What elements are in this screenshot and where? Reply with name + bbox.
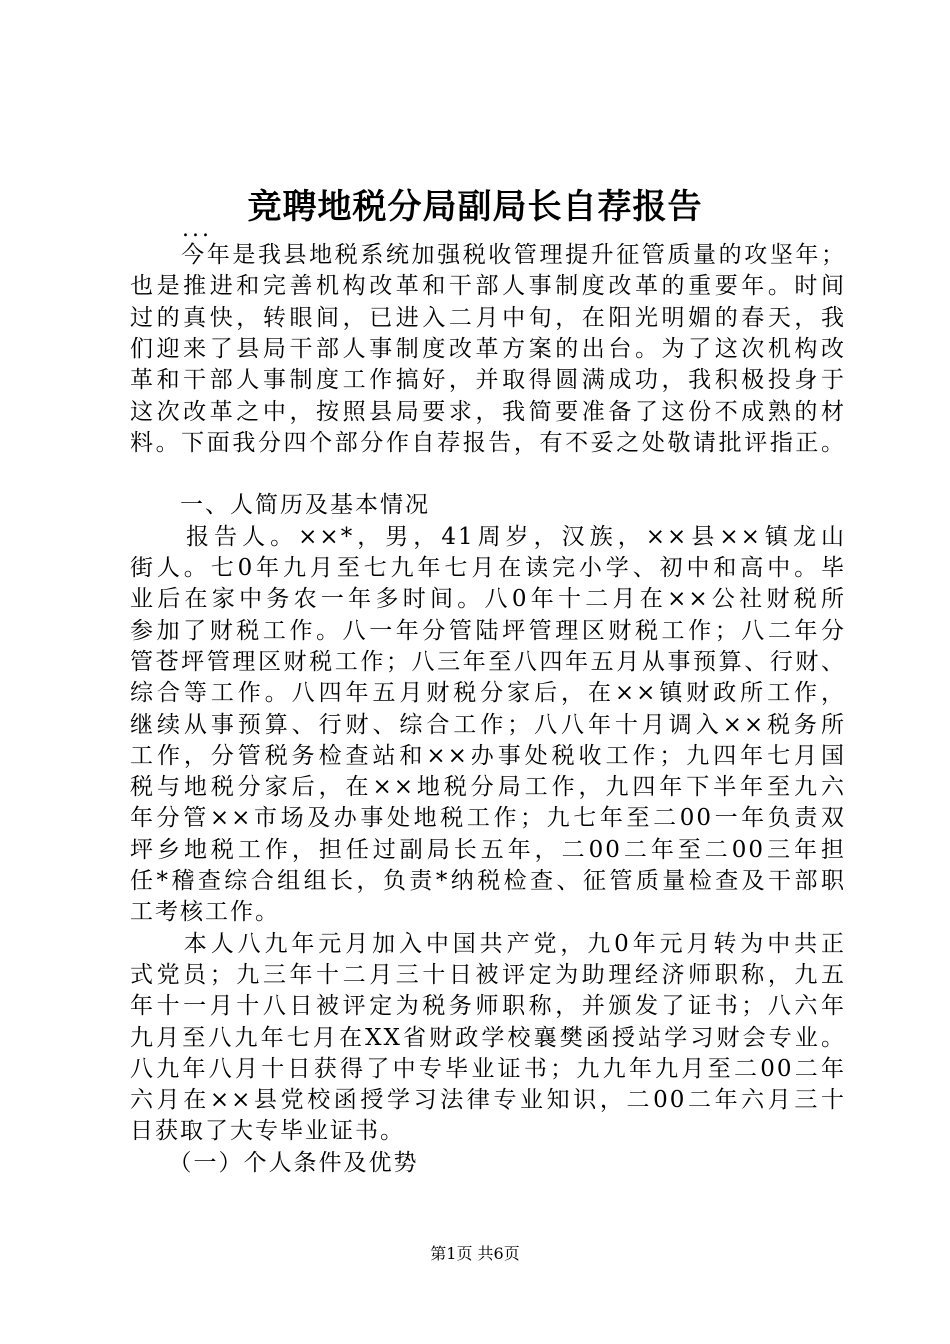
text-line: 八九年八月十日获得了中专毕业证书；九九年九月至二00二年 xyxy=(130,1055,846,1082)
text-line: 任*稽查综合组组长，负责*纳税检查、征管质量检查及干部职 xyxy=(130,868,846,894)
text-line: 继续从事预算、行财、综合工作；八八年十月调入××税务所 xyxy=(130,711,846,738)
text-line: 年十一月十八日被评定为税务师职称，并颁发了证书；八六年 xyxy=(130,993,846,1020)
text-line: 们迎来了县局干部人事制度改革方案的出台。为了这次机构改 xyxy=(130,335,846,362)
text-line: 式党员；九三年十二月三十日被评定为助理经济师职称，九五 xyxy=(130,961,846,988)
text-line: 街人。七0年九月至七九年七月在读完小学、初中和高中。毕 xyxy=(130,555,846,581)
text-line: 管苍坪管理区财税工作；八三年至八四年五月从事预算、行财、 xyxy=(130,648,846,675)
text-line: 也是推进和完善机构改革和干部人事制度改革的重要年。时间 xyxy=(130,273,846,300)
text-line: 业后在家中务农一年多时间。八0年十二月在××公社财税所 xyxy=(130,586,846,613)
text-line: 这次改革之中，按照县局要求，我简要准备了这份不成熟的材 xyxy=(130,398,846,425)
text-line: 坪乡地税工作，担任过副局长五年，二00二年至二00三年担 xyxy=(130,836,846,863)
text-line: 参加了财税工作。八一年分管陆坪管理区财税工作；八二年分 xyxy=(130,617,846,644)
document-title: 竞聘地税分局副局长自荐报告 xyxy=(247,187,703,227)
ellipsis-marker: ... xyxy=(182,217,212,242)
text-line: 年分管××市场及办事处地税工作；九七年至二00一年负责双 xyxy=(130,805,846,832)
text-line: 日获取了大专毕业证书。 xyxy=(130,1118,405,1145)
text-line: （一）个人条件及优势 xyxy=(130,1149,419,1176)
text-line: 本人八九年元月加入中国共产党，九0年元月转为中共正 xyxy=(130,930,846,957)
text-line: 今年是我县地税系统加强税收管理提升征管质量的攻坚年； xyxy=(130,242,846,268)
text-line: 工考核工作。 xyxy=(130,899,280,926)
text-line: 综合等工作。八四年五月财税分家后，在××镇财政所工作， xyxy=(130,680,846,707)
text-line: 料。下面我分四个部分作自荐报告，有不妥之处敬请批评指正。 xyxy=(130,429,846,456)
text-line: 九月至八九年七月在XX省财政学校襄樊函授站学习财会专业。 xyxy=(130,1024,846,1051)
text-line: 税与地税分家后，在××地税分局工作，九四年下半年至九六 xyxy=(130,774,846,801)
text-line: 一、人简历及基本情况 xyxy=(130,492,430,519)
text-line: 报告人。××*，男，41周岁，汉族，××县××镇龙山 xyxy=(130,523,846,550)
text-line: 六月在××县党校函授学习法律专业知识，二00二年六月三十 xyxy=(130,1087,846,1114)
text-line: 过的真快，转眼间，已进入二月中旬，在阳光明媚的春天，我 xyxy=(130,304,846,331)
text-line: 工作，分管税务检查站和××办事处税收工作；九四年七月国 xyxy=(130,742,846,769)
text-line: 革和干部人事制度工作搞好，并取得圆满成功，我积极投身于 xyxy=(130,367,846,394)
page-footer: 第1页 共6页 xyxy=(430,1244,520,1263)
